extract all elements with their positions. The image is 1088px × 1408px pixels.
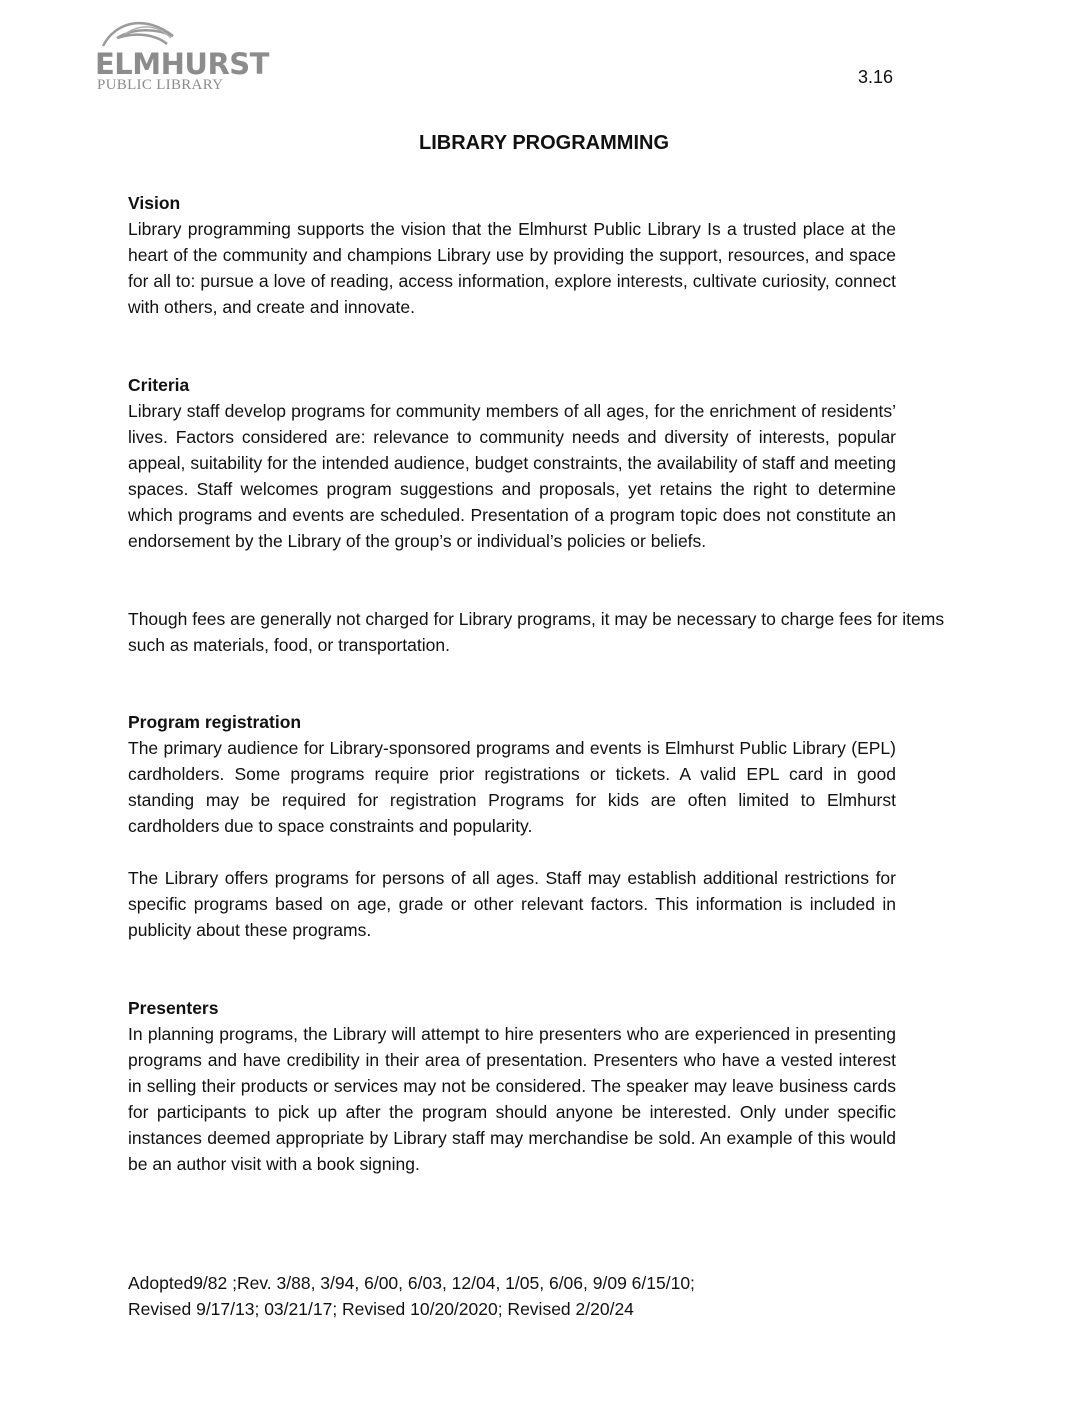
library-logo: [95, 14, 275, 94]
presenters-heading: Presenters: [128, 998, 219, 1018]
revision-history: [128, 1270, 695, 1322]
age-paragraph: The Library offers programs for persons of all ages. Staff may establish additional restrictions for specific programs based on age, grade or other relevant factors. This information is included in publicity about these programs.: [128, 868, 896, 940]
fees-paragraph: Though fees are generally not charged for Library programs, it may be necessary to charge fees for items such as materials, food, or transportation.: [128, 609, 945, 655]
registration-section: [128, 709, 896, 839]
vision-paragraph: Library programming supports the vision that the Elmhurst Public Library Is a trusted place at the heart of the community and champions Library use by providing the support, resources, and space for all to: pursue a love of reading, access information, explore interests, cultivate curiosity, connect with others, and create and innovate.: [128, 219, 896, 317]
age-section: [128, 865, 896, 943]
registration-paragraph: The primary audience for Library-sponsored programs and events is Elmhurst Public Library (EPL) cardholders. Some programs require prior registrations or tickets. A valid EPL card in good standing may be required for registration Programs for kids are often limited to Elmhurst cardholders due to space constraints and popularity.: [128, 738, 896, 836]
presenters-paragraph: In planning programs, the Library will attempt to hire presenters who are experienced in presenting programs and have credibility in their area of presentation. Presenters who have a vested interest in selling their products or services may not be considered. The speaker may leave business cards for participants to pick up after the program should anyone be interested. Only under specific instances deemed appropriate by Library staff may merchandise be sold. An example of this would be an author visit with a book signing.: [128, 1024, 896, 1174]
logo-subtitle: PUBLIC LIBRARY: [97, 77, 224, 93]
criteria-heading: Criteria: [128, 375, 190, 395]
policy-number: 3.16: [858, 67, 894, 87]
revision-line-1: Adopted9/82 ;Rev. 3/88, 3/94, 6/00, 6/03, 12/04, 1/05, 6/06, 9/09 6/15/10;: [128, 1273, 695, 1293]
presenters-section: [128, 995, 896, 1177]
fees-section: [128, 606, 958, 658]
logo-name: ELMHURST: [95, 47, 269, 81]
criteria-paragraph: Library staff develop programs for community members of all ages, for the enrichment of residents’ lives. Factors considered are: relevance to community needs and diversity of interests, popular appeal, suitability for the intended audience, budget constraints, the availability of staff and meeting spaces. Staff welcomes program suggestions and proposals, yet retains the right to determine which programs and events are scheduled. Presentation of a program topic does not constitute an endorsement by the Library of the group’s or individual’s policies or beliefs.: [128, 401, 896, 551]
criteria-section: [128, 372, 896, 554]
vision-section: [128, 190, 896, 320]
document-title: LIBRARY PROGRAMMING: [419, 132, 669, 154]
revision-line-2: Revised 9/17/13; 03/21/17; Revised 10/20/2020; Revised 2/20/24: [128, 1299, 634, 1319]
registration-heading: Program registration: [128, 712, 302, 732]
vision-heading: Vision: [128, 193, 181, 213]
